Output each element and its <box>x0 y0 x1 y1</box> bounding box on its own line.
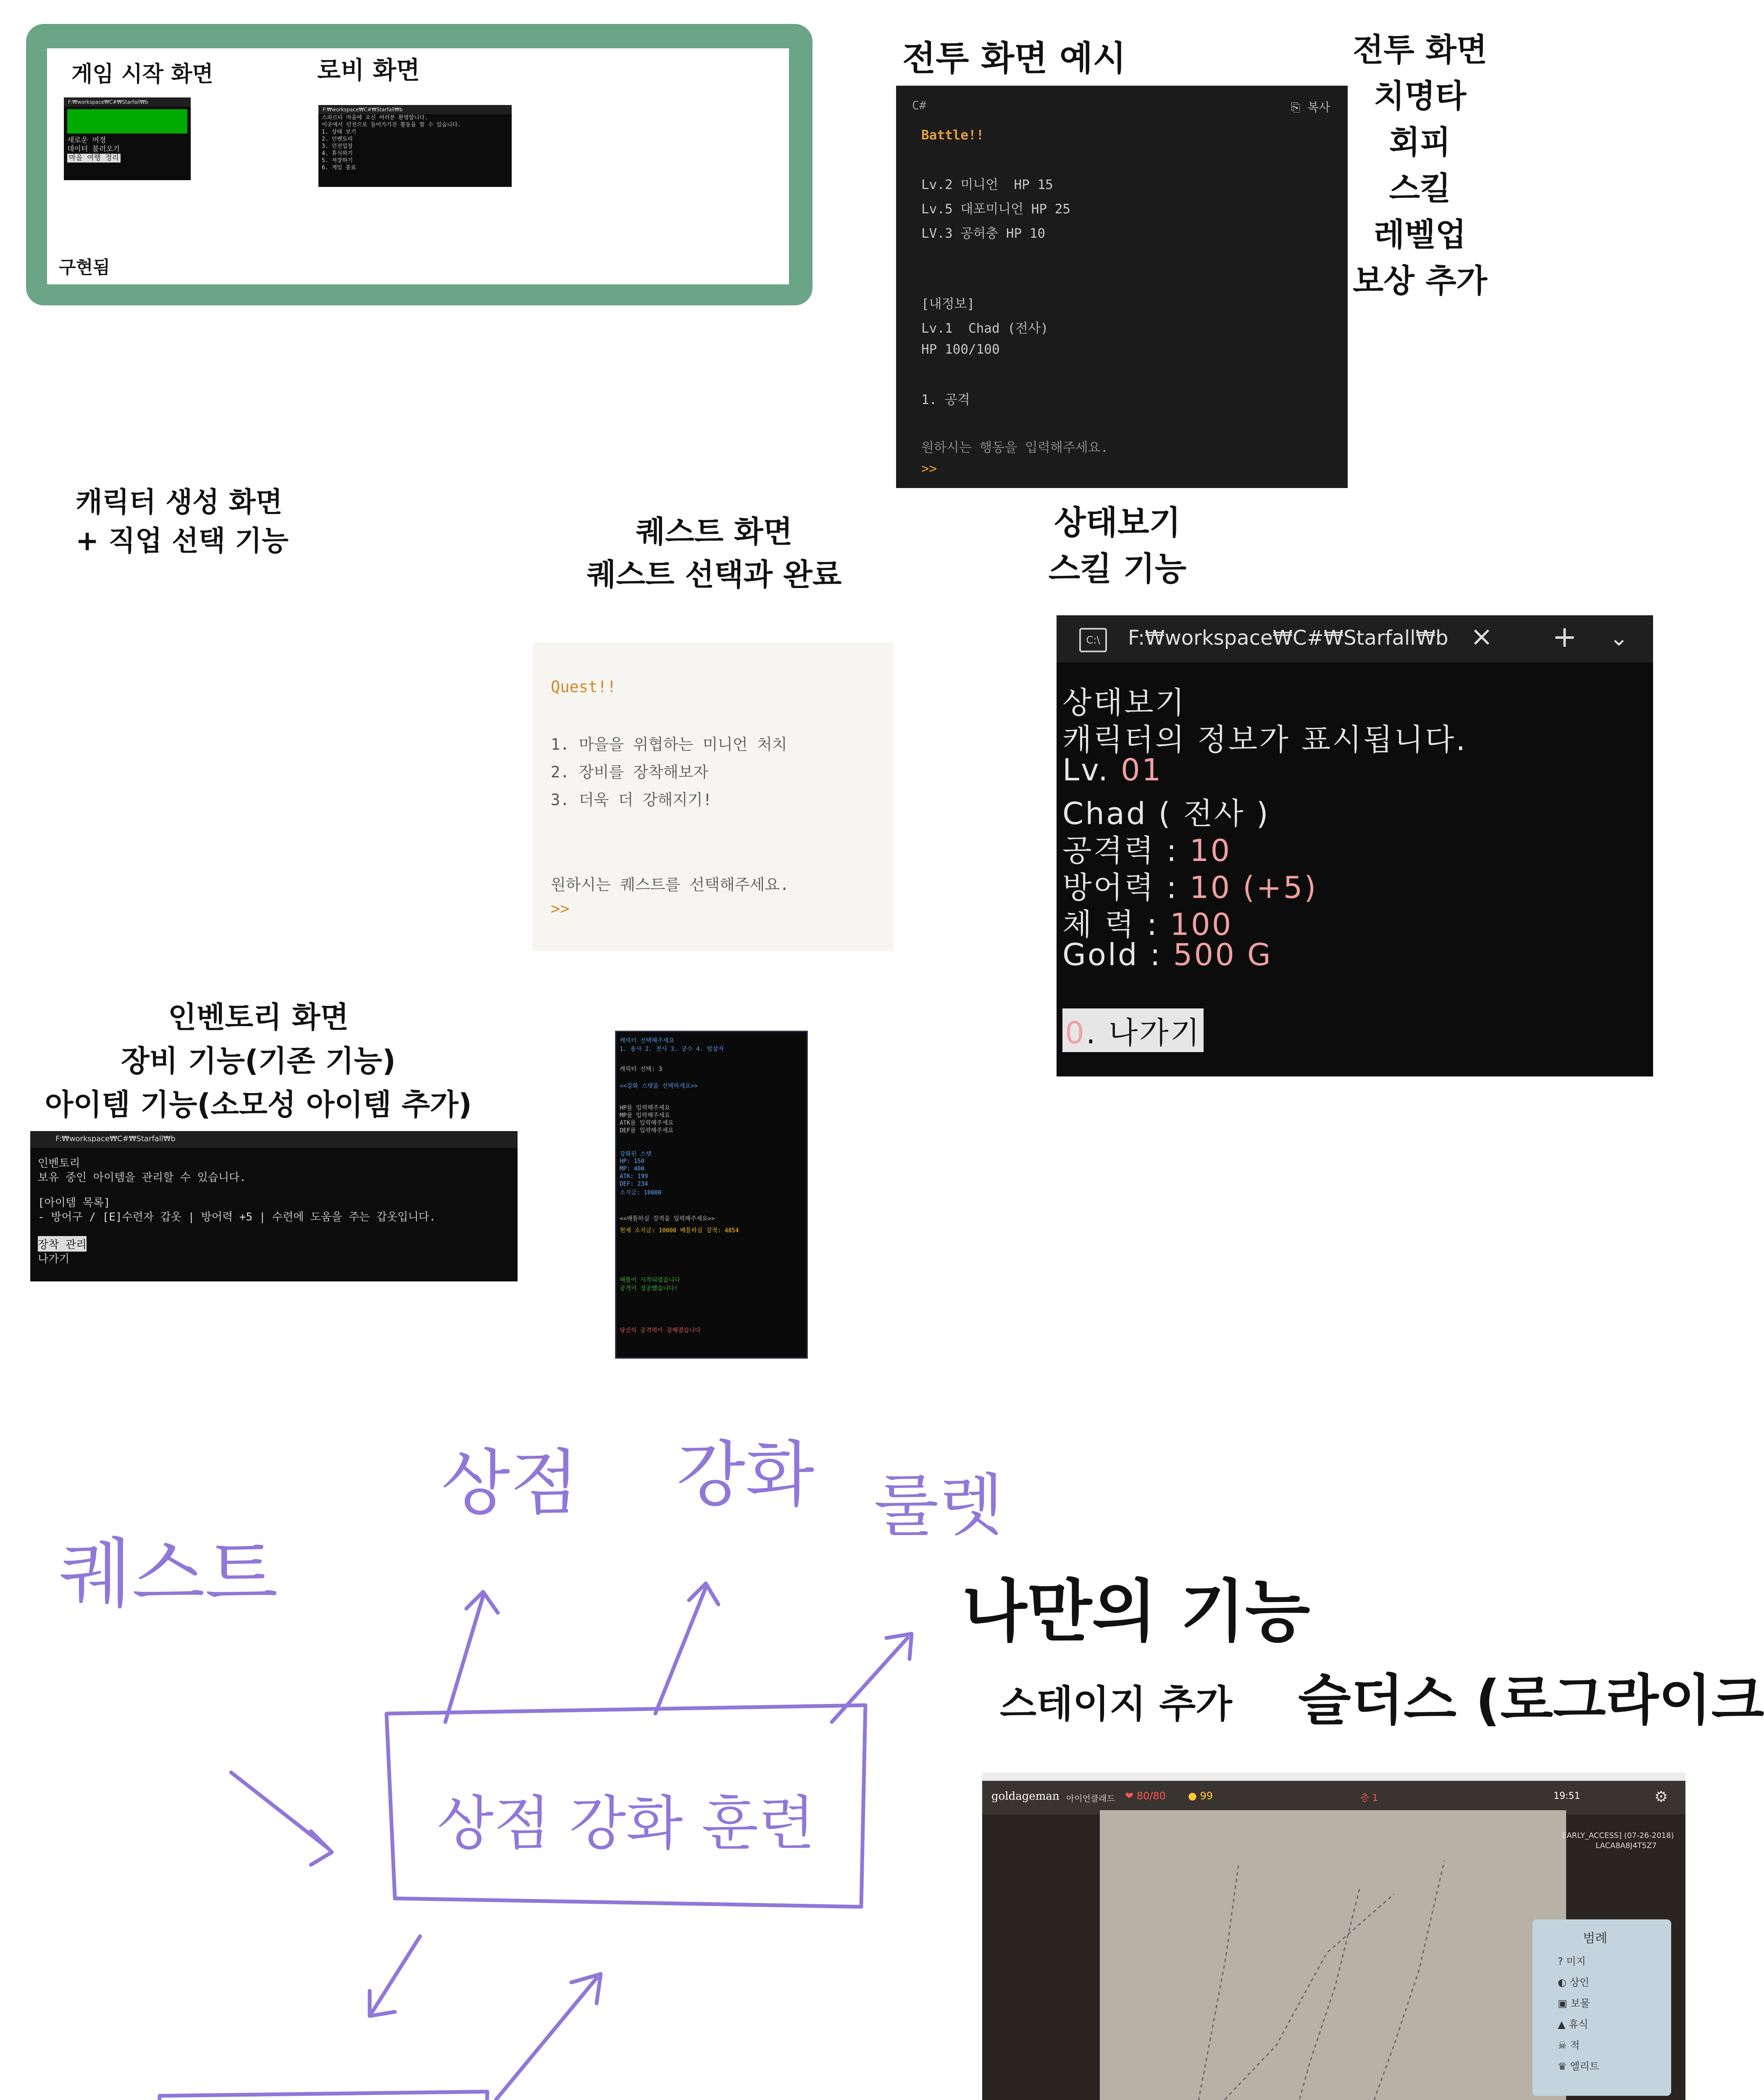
my-features-heading: 나만의 기능 <box>962 1572 1310 1651</box>
terminal-title: F:₩workspace₩C#₩Starfall₩b <box>318 105 512 114</box>
terminal-titlebar <box>30 1131 518 1148</box>
term-line: DEF를 입력해주세요 <box>620 1127 674 1134</box>
title-banner <box>67 109 187 134</box>
term-line: 당신의 공격력이 강해졌습니다 <box>620 1327 701 1334</box>
menu-item-load: 데이터 불러오기 <box>67 145 120 153</box>
feature-item: 전투 화면 <box>1353 31 1488 68</box>
hw-quest: 퀘스트 <box>59 1530 278 1618</box>
feature-item: 보상 추가 <box>1353 262 1488 299</box>
hw-roulette: 룰렛 <box>874 1466 1004 1545</box>
term-line: <<배틀하실 강적을 입력해주세요>> <box>620 1215 715 1222</box>
lobby-line: 5. 저장하기 <box>322 158 353 164</box>
lobby-screen-label: 로비 화면 <box>317 56 420 84</box>
feature-item: 치명타 <box>1373 77 1467 115</box>
sketch-arrow-up <box>496 1974 601 2100</box>
level-line: Lv. 01 <box>1062 752 1163 788</box>
implemented-label: 구현됨 <box>59 257 110 278</box>
battle-code-card <box>896 86 1348 488</box>
seed-text: LACA8A8J4T5Z7 <box>1596 1841 1657 1850</box>
sketch-arrow-down <box>370 1936 420 2016</box>
hw-center: 상점 강화 훈련 <box>437 1790 815 1858</box>
copy-button[interactable] <box>1291 98 1330 115</box>
status-heading-line: 스킬 기능 <box>1048 550 1187 588</box>
term-line: 캐릭터 선택해주세요 <box>620 1037 675 1044</box>
inventory-terminal <box>30 1131 518 1281</box>
gold-display: ● 99 <box>1188 1790 1213 1802</box>
sketch-dungeon-box <box>151 2092 487 2100</box>
legend-elite: ♛ 엘리트 <box>1558 2061 1599 2072</box>
battle-terminal-tall <box>615 1031 808 1359</box>
feature-item: 스킬 <box>1389 170 1451 207</box>
battle-features <box>1353 27 1487 304</box>
exit-option[interactable]: 0. 나가기 <box>1062 1008 1204 1052</box>
char-create-line: 캐릭터 생성 화면 <box>76 486 283 518</box>
lobby-line: 4. 휴식하기 <box>322 150 353 157</box>
language-tag: C# <box>912 98 926 112</box>
early-access-text: EARLY_ACCESS] (07-26-2018) <box>1562 1831 1674 1840</box>
time-display: 19:51 <box>1554 1791 1580 1801</box>
feature-item: 회피 <box>1389 123 1451 161</box>
feature-item: 레벨업 <box>1373 216 1467 253</box>
legend-unknown: ? 미지 <box>1558 1956 1586 1967</box>
inventory-heading-line: 아이템 기능(소모성 아이템 추가) <box>45 1087 472 1122</box>
inventory-heading-line: 인벤토리 화면 <box>168 1000 349 1034</box>
terminal-title: F:₩workspace₩C#₩Starfall₩b <box>64 97 191 107</box>
status-subtitle: 캐릭터의 정보가 표시됩니다. <box>1062 722 1467 757</box>
floor-display: 층 1 <box>1360 1793 1378 1803</box>
quest-prompt: 원하시는 퀘스트를 선택해주세요. <box>551 876 789 894</box>
term-line: MP: 400 <box>620 1166 645 1172</box>
sketch-arrow-shop <box>445 1592 498 1722</box>
term-line: MP를 입력해주세요 <box>620 1112 670 1119</box>
quest-title: Quest!! <box>551 678 616 696</box>
attack-value: 10 <box>1189 833 1232 868</box>
defense-value: 10 (+5) <box>1189 870 1318 905</box>
gold-value: 500 G <box>1173 937 1272 972</box>
my-info-line: Lv.1 Chad (전사) <box>921 321 1049 336</box>
status-heading-line: 상태보기 <box>1054 504 1181 542</box>
term-line: 공격이 성공했습니다! <box>620 1285 678 1292</box>
inventory-heading <box>38 995 479 1126</box>
term-line: HP를 입력해주세요 <box>620 1105 670 1111</box>
quest-heading <box>571 510 857 596</box>
battle-title: Battle!! <box>921 128 984 143</box>
gear-icon[interactable]: ⚙ <box>1654 1788 1668 1806</box>
map-legend <box>1533 1919 1671 2096</box>
level-value: 01 <box>1120 752 1163 788</box>
hw-shop: 상점 <box>441 1442 579 1525</box>
copy-label: 복사 <box>1307 100 1330 114</box>
term-line: 배틀이 시작되었습니다 <box>620 1277 680 1284</box>
lobby-line: 6. 게임 종료 <box>322 165 356 171</box>
handwriting-sketch <box>0 1420 1004 2100</box>
equip-manage-option[interactable]: 장착 관리 <box>38 1236 87 1252</box>
lobby-line: 2. 인벤토리 <box>322 136 353 142</box>
new-tab-icon[interactable]: + <box>1552 620 1577 654</box>
name-line: Chad ( 전사 ) <box>1062 796 1270 831</box>
lobby-line: 3. 던전입장 <box>322 143 353 150</box>
map-paths <box>1100 1810 1566 2100</box>
sketch-arrow-roulette <box>832 1634 912 1722</box>
lobby-line: 이곳에서 던전으로 들어가기전 활동을 할 수 있습니다. <box>322 122 461 128</box>
hp-display: ❤ 80/80 <box>1125 1790 1166 1802</box>
quest-item: 2. 장비를 장착해보자 <box>551 763 709 781</box>
player-name: goldageman <box>991 1790 1059 1803</box>
item-list-header: [아이템 목록] <box>38 1197 110 1209</box>
hp-value: 100 <box>1170 907 1233 942</box>
quest-item: 3. 더욱 더 강해지기! <box>551 791 712 809</box>
quest-item: 1. 마을을 위협하는 미니언 처치 <box>551 735 787 753</box>
quest-heading-line: 퀘스트 선택과 완료 <box>586 557 842 592</box>
my-hp-line: HP 100/100 <box>921 342 1000 357</box>
term-line: HP: 150 <box>620 1158 645 1165</box>
term-line: ATK를 입력해주세요 <box>620 1120 674 1126</box>
char-create-label <box>76 483 289 560</box>
stage-add-label: 스테이지 추가 <box>1000 1682 1232 1726</box>
status-terminal <box>1057 615 1653 1076</box>
start-screen-terminal <box>64 97 191 180</box>
enemy-line: LV.3 공허충 HP 10 <box>921 226 1046 241</box>
game-map <box>1100 1810 1566 2100</box>
terminal-icon: C:\ <box>1079 628 1107 652</box>
inventory-desc: 보유 중인 아이템을 관리할 수 있습니다. <box>38 1171 246 1184</box>
action-prompt: 원하시는 행동을 입력해주세요. <box>921 440 1109 455</box>
slay-label: 슬더스 (로그라이크 <box>1298 1668 1764 1732</box>
term-line: <<강화 스탯을 선택하세요>> <box>620 1083 698 1089</box>
lobby-line: 스파르타 마을에 오신 여러분 환영합니다. <box>322 115 428 121</box>
start-screen-label: 게임 시작 화면 <box>71 62 213 87</box>
copy-icon: ⎘ <box>1291 100 1308 114</box>
attack-line: 공격력 : 10 <box>1062 833 1232 868</box>
inventory-heading-line: 장비 기능(기존 기능) <box>121 1044 396 1078</box>
sketch-arrow-quest <box>231 1772 332 1865</box>
term-line: 강화된 스탯 <box>620 1151 652 1158</box>
battle-heading: 전투 화면 예시 <box>902 39 1126 79</box>
quest-caret: >> <box>551 900 570 918</box>
close-tab-icon[interactable]: × <box>1470 621 1493 652</box>
chevron-down-icon[interactable]: ⌄ <box>1609 625 1629 651</box>
prompt-caret: >> <box>921 461 937 476</box>
menu-item-new: 새로운 여정 <box>67 136 106 144</box>
legend-treasure: ▣ 보물 <box>1558 1998 1590 2009</box>
sketch-arrow-upgrade <box>655 1583 718 1714</box>
status-title: 상태보기 <box>1062 685 1186 720</box>
term-line: 캐릭터 선택: 3 <box>620 1066 662 1073</box>
window-titlebar <box>982 1772 1685 1781</box>
quest-code-card <box>532 643 894 951</box>
terminal-titlebar <box>1057 615 1653 662</box>
quest-heading-line: 퀘스트 화면 <box>636 514 793 549</box>
slay-the-spire-screenshot <box>982 1772 1685 2100</box>
enemy-line: Lv.2 미니언 HP 15 <box>921 177 1053 192</box>
player-class: 아이언클래드 <box>1066 1793 1115 1803</box>
defense-line: 방어력 : 10 (+5) <box>1062 870 1318 905</box>
hw-upgrade: 강화 <box>676 1433 815 1517</box>
term-line: 1. 용사 2. 전사 3. 궁수 4. 암살자 <box>620 1046 724 1053</box>
lobby-screen-terminal <box>318 105 512 187</box>
term-line: DEF: 234 <box>620 1181 648 1187</box>
enemy-line: Lv.5 대포미니언 HP 25 <box>921 202 1071 217</box>
inventory-title: 인벤토리 <box>38 1157 80 1170</box>
legend-rest: ▲ 휴식 <box>1558 2019 1588 2030</box>
char-create-line: + 직업 선택 기능 <box>76 525 289 557</box>
legend-merchant: ◐ 상인 <box>1558 1977 1589 1988</box>
game-topbar <box>982 1781 1685 1814</box>
hp-line: 체 력 : 100 <box>1062 907 1233 942</box>
status-heading <box>1046 500 1189 592</box>
legend-title: 범례 <box>1583 1931 1607 1946</box>
action-option: 1. 공격 <box>921 392 970 407</box>
exit-option[interactable]: 나가기 <box>38 1253 70 1265</box>
term-line: 현재 소지금: 10000 배틀하실 강적: 4854 <box>620 1227 739 1234</box>
menu-item-selected: 마을 여행 정리 <box>67 154 121 163</box>
term-line: 소지금: 10000 <box>620 1189 662 1196</box>
term-line: ATK: 199 <box>620 1173 648 1180</box>
gold-line: Gold : 500 G <box>1062 937 1272 972</box>
legend-enemy: ☠ 적 <box>1558 2040 1580 2051</box>
my-info-header: [내정보] <box>921 297 975 312</box>
terminal-title: F:₩workspace₩C#₩Starfall₩b <box>55 1134 176 1143</box>
lobby-line: 1. 상태 보기 <box>322 129 356 135</box>
terminal-title: F:₩workspace₩C#₩Starfall₩b <box>1128 626 1449 650</box>
item-row: - 방어구 / [E]수련자 갑옷 | 방어력 +5 | 수련에 도움을 주는 갑옷입니다. <box>38 1211 436 1223</box>
